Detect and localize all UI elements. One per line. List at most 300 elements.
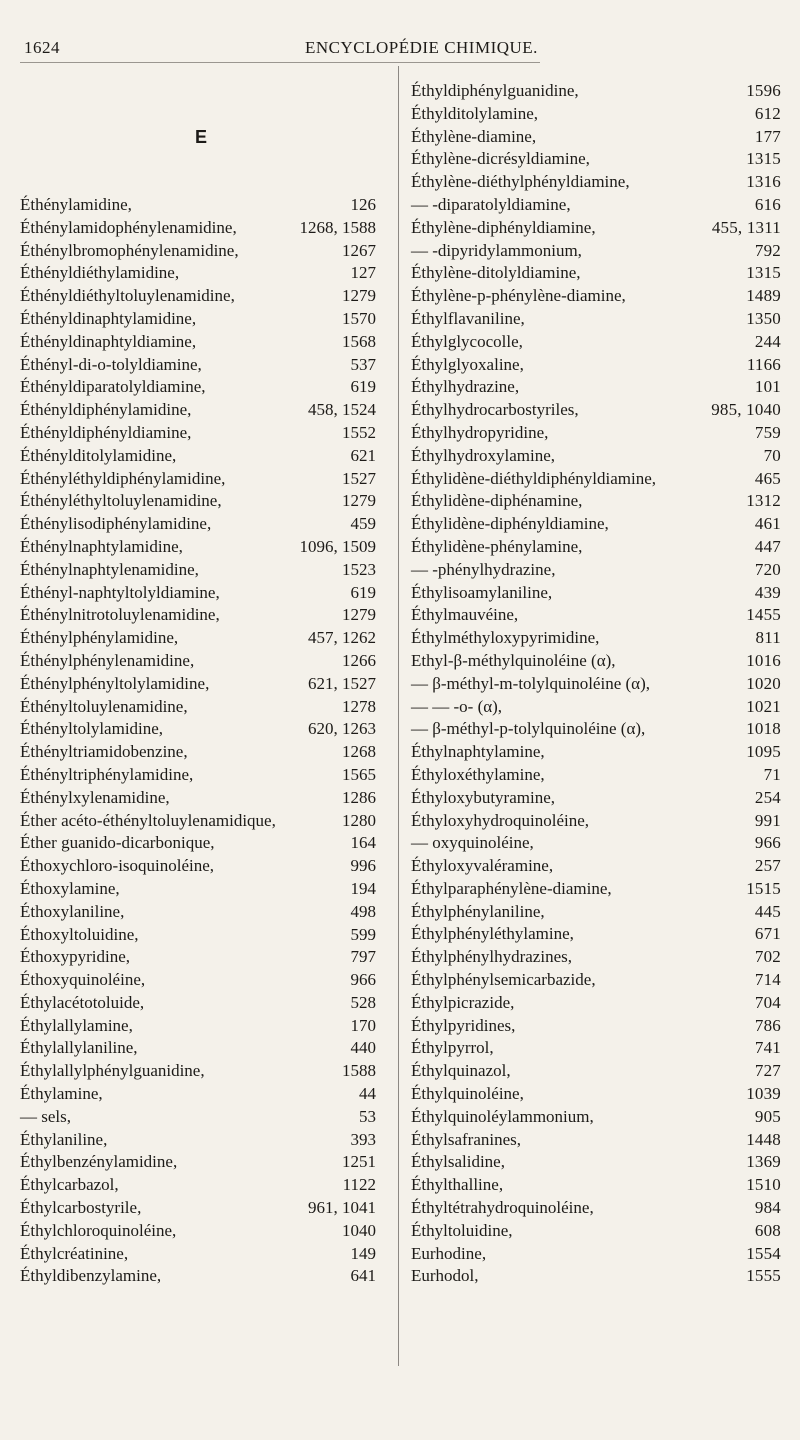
entry-term: Éthylcréatinine, xyxy=(20,1243,129,1263)
entry-term: Éthénylamidine, xyxy=(20,195,132,214)
entry-pages: 440 xyxy=(350,1038,376,1058)
entry-pages: 170 xyxy=(350,1015,376,1035)
entry-pages: 1095 xyxy=(746,742,781,762)
index-entry xyxy=(411,627,781,650)
index-entry xyxy=(411,832,781,855)
entry-term: Éthoxyltoluidine, xyxy=(20,924,139,944)
entry-pages: 1369 xyxy=(746,1152,781,1172)
index-entry xyxy=(411,1197,781,1220)
entry-term: Éthylphényléthylamine, xyxy=(411,924,574,944)
entry-term: Éthylidène-diéthyldiphényldiamine, xyxy=(411,468,657,488)
index-entry xyxy=(20,1015,376,1038)
entry-pages: 641 xyxy=(350,1266,376,1286)
index-entry xyxy=(411,80,781,103)
entry-term: Éthénylphénylenamidine, xyxy=(20,650,195,670)
entry-term: Éthényltriphénylamidine, xyxy=(20,764,194,784)
index-entry xyxy=(411,1129,781,1152)
entry-pages: 1279 xyxy=(342,605,376,625)
entry-pages: 1279 xyxy=(342,286,376,306)
entry-term: Éthylmauvéine, xyxy=(411,605,519,625)
entry-term: Éthylbenzénylamidine, xyxy=(20,1152,178,1172)
entry-pages: 616 xyxy=(754,194,781,214)
entry-pages: 741 xyxy=(754,1038,781,1058)
entry-pages: 612 xyxy=(754,103,781,123)
index-entry xyxy=(411,399,781,422)
entry-term: Éthylène-diéthylphényldiamine, xyxy=(411,172,630,192)
index-entry xyxy=(20,331,376,354)
entry-term: — oxyquinoléine, xyxy=(411,833,534,853)
entry-term: Éthylaniline, xyxy=(20,1129,108,1149)
index-entry xyxy=(411,878,781,901)
entry-term: Éthylhydropyridine, xyxy=(411,422,549,442)
entry-pages: 619 xyxy=(350,582,376,602)
index-entry xyxy=(411,969,781,992)
entry-pages: 714 xyxy=(754,970,781,990)
index-entry xyxy=(411,650,781,673)
entry-pages: 786 xyxy=(754,1015,781,1035)
entry-pages: 126 xyxy=(350,195,376,214)
index-entry xyxy=(20,673,376,696)
entry-term: Éthénylisodiphénylamidine, xyxy=(20,514,212,534)
entry-term: Éthylsafranines, xyxy=(411,1129,521,1149)
entry-pages: 257 xyxy=(754,856,781,876)
index-entry xyxy=(20,445,376,468)
index-entry xyxy=(411,946,781,969)
entry-term: Éthylpicrazide, xyxy=(411,992,515,1012)
entry-term: Éthylquinoléylammonium, xyxy=(411,1106,594,1126)
entry-term: Éthylpyridines, xyxy=(411,1015,516,1035)
index-entry xyxy=(20,468,376,491)
entry-pages: 1266 xyxy=(342,650,376,670)
entry-pages: 177 xyxy=(754,126,781,146)
index-entry xyxy=(20,1083,376,1106)
index-entry xyxy=(20,1151,376,1174)
index-entry xyxy=(20,285,376,308)
entry-term: Éthylallylaniline, xyxy=(20,1038,138,1058)
index-entry xyxy=(20,650,376,673)
entry-pages: 1018 xyxy=(746,719,781,739)
entry-pages: 961, 1041 xyxy=(308,1198,376,1218)
index-entry xyxy=(20,262,376,285)
entry-pages: 149 xyxy=(350,1243,376,1263)
index-entry xyxy=(411,445,781,468)
entry-term: — β-méthyl-m-tolylquinoléine (α), xyxy=(411,673,650,693)
entry-term: Éthylglyoxaline, xyxy=(411,354,524,374)
entry-pages: 1510 xyxy=(746,1175,781,1195)
entry-pages: 671 xyxy=(754,924,781,944)
entry-pages: 811 xyxy=(755,628,781,648)
entry-pages: 996 xyxy=(350,856,376,876)
entry-term: Éthényldinaphtylamidine, xyxy=(20,308,197,328)
entry-pages: 1122 xyxy=(342,1175,376,1195)
entry-term: Éthényl-di-o-tolyldiamine, xyxy=(20,354,202,374)
entry-pages: 966 xyxy=(350,970,376,990)
entry-term: Éthylcarbostyrile, xyxy=(20,1198,142,1218)
entry-pages: 53 xyxy=(359,1106,376,1126)
index-entry xyxy=(411,1083,781,1106)
entry-pages: 445 xyxy=(754,901,781,921)
entry-term: — -dipyridylammonium, xyxy=(411,240,582,260)
index-entry xyxy=(20,1037,376,1060)
index-entry xyxy=(411,1151,781,1174)
entry-pages: 537 xyxy=(350,354,376,374)
index-entry xyxy=(411,171,781,194)
entry-pages: 461 xyxy=(754,514,781,534)
entry-term: Éthylcarbazol, xyxy=(20,1175,119,1195)
entry-pages: 254 xyxy=(754,787,781,807)
entry-pages: 1021 xyxy=(746,696,781,716)
entry-pages: 1268, 1588 xyxy=(299,217,376,237)
entry-pages: 244 xyxy=(754,331,781,351)
entry-term: Éthylhydrazine, xyxy=(411,377,520,397)
entry-pages: 620, 1263 xyxy=(308,719,376,739)
index-entry xyxy=(20,582,376,605)
index-entry xyxy=(411,1106,781,1129)
index-entry xyxy=(20,855,376,878)
entry-term: Éthylidène-phénylamine, xyxy=(411,536,583,556)
index-entry xyxy=(20,1174,376,1197)
index-entry xyxy=(411,103,781,126)
index-entry xyxy=(20,832,376,855)
index-entry xyxy=(20,536,376,559)
entry-pages: 1315 xyxy=(746,263,781,283)
entry-term: Éthylidène-diphénamine, xyxy=(411,491,583,511)
entry-pages: 439 xyxy=(754,582,781,602)
entry-pages: 966 xyxy=(754,833,781,853)
entry-term: Éthylhydrocarbostyriles, xyxy=(411,400,579,420)
index-entry xyxy=(411,810,781,833)
entry-pages: 792 xyxy=(754,240,781,260)
entry-pages: 1596 xyxy=(746,81,781,100)
entry-term: — sels, xyxy=(20,1106,71,1126)
index-entry xyxy=(20,1129,376,1152)
index-entry xyxy=(20,559,376,582)
index-entry xyxy=(411,490,781,513)
entry-term: Éthoxylamine, xyxy=(20,878,120,898)
entry-term: Éthylparaphénylène-diamine, xyxy=(411,878,612,898)
index-entry xyxy=(411,923,781,946)
entry-term: Éthényltolylamidine, xyxy=(20,719,164,739)
entry-term: Éthylacétotoluide, xyxy=(20,992,145,1012)
entry-term: Éthényldiéthylamidine, xyxy=(20,263,180,283)
entry-term: Éthoxyquinoléine, xyxy=(20,970,146,990)
entry-term: — β-méthyl-p-tolylquinoléine (α), xyxy=(411,719,646,739)
entry-term: Éthényldiphényldiamine, xyxy=(20,422,192,442)
index-entry xyxy=(411,194,781,217)
entry-pages: 459 xyxy=(350,514,376,534)
entry-pages: 1251 xyxy=(342,1152,376,1172)
entry-term: — — -o- (α), xyxy=(411,696,503,716)
index-entry xyxy=(20,604,376,627)
index-entry xyxy=(20,969,376,992)
entry-term: Éthylsalidine, xyxy=(411,1152,505,1172)
index-entry xyxy=(411,285,781,308)
entry-pages: 455, 1311 xyxy=(711,217,781,237)
entry-term: Éthyldiphénylguanidine, xyxy=(411,81,579,100)
entry-pages: 1448 xyxy=(746,1129,781,1149)
index-entry xyxy=(411,696,781,719)
index-entry xyxy=(411,1265,781,1288)
entry-term: Éthyloxybutyramine, xyxy=(411,787,556,807)
entry-pages: 1096, 1509 xyxy=(299,536,376,556)
entry-pages: 1350 xyxy=(746,308,781,328)
entry-term: Éthylène-ditolyldiamine, xyxy=(411,263,581,283)
entry-pages: 1267 xyxy=(342,240,376,260)
index-entry xyxy=(20,1265,376,1288)
entry-pages: 457, 1262 xyxy=(308,628,376,648)
index-entry xyxy=(411,718,781,741)
entry-term: Éthyloxyvaléramine, xyxy=(411,856,554,876)
entry-term: Éther guanido-dicarbonique, xyxy=(20,833,215,853)
entry-term: Éthényldiéthyltoluylenamidine, xyxy=(20,286,235,306)
index-entry xyxy=(411,855,781,878)
entry-pages: 905 xyxy=(754,1106,781,1126)
entry-term: Éthényl-naphtyltolyldiamine, xyxy=(20,582,220,602)
entry-pages: 458, 1524 xyxy=(308,400,376,420)
entry-pages: 619 xyxy=(350,377,376,397)
index-entry xyxy=(20,741,376,764)
index-column-right xyxy=(411,80,781,1288)
entry-term: Éthylphénylsemicarbazide, xyxy=(411,970,596,990)
entry-pages: 1552 xyxy=(342,422,376,442)
entry-term: Éthylamine, xyxy=(20,1084,103,1104)
index-entry xyxy=(20,1220,376,1243)
index-entry xyxy=(20,627,376,650)
index-entry xyxy=(411,787,781,810)
entry-pages: 528 xyxy=(350,992,376,1012)
index-entry xyxy=(411,1174,781,1197)
entry-pages: 985, 1040 xyxy=(711,400,781,420)
index-entry xyxy=(20,718,376,741)
index-entry xyxy=(411,240,781,263)
entry-pages: 991 xyxy=(754,810,781,830)
entry-term: Éthénylnaphtylenamidine, xyxy=(20,559,199,579)
entry-pages: 759 xyxy=(754,422,781,442)
index-entry xyxy=(20,1106,376,1129)
entry-term: Éthénylnaphtylamidine, xyxy=(20,536,183,556)
entry-term: Éthoxychloro-isoquinoléine, xyxy=(20,856,215,876)
index-entry xyxy=(20,194,376,217)
entry-pages: 621, 1527 xyxy=(308,673,376,693)
entry-pages: 1555 xyxy=(746,1266,781,1286)
entry-pages: 984 xyxy=(754,1198,781,1218)
index-entry xyxy=(20,308,376,331)
index-entry xyxy=(411,422,781,445)
entry-term: Éthylphénylhydrazines, xyxy=(411,947,572,967)
entry-pages: 1312 xyxy=(746,491,781,511)
entry-term: Éthylphénylaniline, xyxy=(411,901,545,921)
entry-pages: 621 xyxy=(350,445,376,465)
entry-term: Éthylditolylamine, xyxy=(411,103,539,123)
entry-pages: 101 xyxy=(754,377,781,397)
index-entry xyxy=(411,673,781,696)
page-number: 1624 xyxy=(24,38,60,57)
entry-term: Éthyltétrahydroquinoléine, xyxy=(411,1198,594,1218)
entry-term: Éthényléthyldiphénylamidine, xyxy=(20,468,226,488)
entry-term: Éthénylamidophénylenamidine, xyxy=(20,217,237,237)
entry-term: Éthylallylamine, xyxy=(20,1015,133,1035)
index-entry xyxy=(411,513,781,536)
entry-pages: 1316 xyxy=(746,172,781,192)
index-entry xyxy=(411,992,781,1015)
entry-pages: 1278 xyxy=(342,696,376,716)
index-entry xyxy=(411,126,781,149)
index-entry xyxy=(20,696,376,719)
entry-term: Éthylquinoléine, xyxy=(411,1084,524,1104)
entry-term: Éthylquinazol, xyxy=(411,1061,511,1081)
index-entry xyxy=(411,741,781,764)
entry-pages: 1315 xyxy=(746,149,781,169)
index-entry xyxy=(411,468,781,491)
entry-pages: 720 xyxy=(754,559,781,579)
entry-term: Éthylméthyloxypyrimidine, xyxy=(411,628,600,648)
entry-pages: 1040 xyxy=(342,1220,376,1240)
entry-term: Éthényldinaphtyldiamine, xyxy=(20,331,197,351)
entry-pages: 465 xyxy=(754,468,781,488)
entry-pages: 1016 xyxy=(746,650,781,670)
entry-term: Éthylthalline, xyxy=(411,1175,504,1195)
entry-pages: 127 xyxy=(350,263,376,283)
entry-pages: 1570 xyxy=(342,308,376,328)
entry-pages: 727 xyxy=(754,1061,781,1081)
index-entry xyxy=(20,787,376,810)
index-entry xyxy=(411,1015,781,1038)
index-entry xyxy=(20,901,376,924)
index-entry xyxy=(20,924,376,947)
index-entry xyxy=(20,513,376,536)
entry-pages: 1523 xyxy=(342,559,376,579)
entry-pages: 599 xyxy=(350,924,376,944)
index-entry xyxy=(411,1220,781,1243)
entry-term: Éthyloxyhydroquinoléine, xyxy=(411,810,590,830)
header-rule xyxy=(20,62,540,63)
entry-term: Éthylnaphtylamine, xyxy=(411,742,545,762)
index-entry xyxy=(20,810,376,833)
entry-term: Éthyldibenzylamine, xyxy=(20,1266,162,1286)
entry-term: Éthylène-dicrésyldiamine, xyxy=(411,149,590,169)
index-entry xyxy=(411,1060,781,1083)
entry-term: Éthylchloroquinoléine, xyxy=(20,1220,177,1240)
index-entry xyxy=(411,536,781,559)
index-entry xyxy=(20,354,376,377)
entry-term: Éthylglycocolle, xyxy=(411,331,523,351)
entry-term: Éthénylphénylamidine, xyxy=(20,628,179,648)
entry-term: Éthénylnitrotoluylenamidine, xyxy=(20,605,220,625)
entry-term: Éthylpyrrol, xyxy=(411,1038,494,1058)
entry-pages: 71 xyxy=(763,764,781,784)
entry-term: Éthylène-p-phénylène-diamine, xyxy=(411,286,626,306)
entry-pages: 1588 xyxy=(342,1061,376,1081)
entry-term: Éthoxypyridine, xyxy=(20,947,131,967)
entry-term: Éthényltriamidobenzine, xyxy=(20,742,188,762)
index-entry xyxy=(411,376,781,399)
entry-pages: 702 xyxy=(754,947,781,967)
index-entry xyxy=(20,376,376,399)
index-entry xyxy=(411,308,781,331)
index-entry xyxy=(20,946,376,969)
entry-pages: 1166 xyxy=(746,354,781,374)
index-entry xyxy=(411,1037,781,1060)
entry-term: Éthylisoamylaniline, xyxy=(411,582,553,602)
entry-term: — -phénylhydrazine, xyxy=(411,559,556,579)
entry-pages: 1568 xyxy=(342,331,376,351)
entry-term: Éthénylphényltolylamidine, xyxy=(20,673,210,693)
entry-term: Éthylène-diphényldiamine, xyxy=(411,217,596,237)
section-letter: E xyxy=(194,127,207,147)
index-entry xyxy=(20,399,376,422)
entry-term: Éthényldiparatolyldiamine, xyxy=(20,377,206,397)
entry-term: Éthoxylaniline, xyxy=(20,901,125,921)
entry-pages: 1020 xyxy=(746,673,781,693)
entry-pages: 1039 xyxy=(746,1084,781,1104)
index-entry xyxy=(20,992,376,1015)
entry-term: Éthényldiphénylamidine, xyxy=(20,400,192,420)
entry-term: Éthylflavaniline, xyxy=(411,308,525,328)
entry-term: Éthényléthyltoluylenamidine, xyxy=(20,491,222,511)
index-entry xyxy=(411,354,781,377)
entry-term: Éthylène-diamine, xyxy=(411,126,537,146)
entry-pages: 1279 xyxy=(342,491,376,511)
entry-term: Éthyloxéthylamine, xyxy=(411,764,545,784)
index-entry xyxy=(411,217,781,240)
index-entry xyxy=(411,901,781,924)
entry-pages: 1489 xyxy=(746,286,781,306)
entry-term: Éther acéto-éthényltoluylenamidique, xyxy=(20,810,276,830)
entry-pages: 393 xyxy=(350,1129,376,1149)
index-entry xyxy=(20,1197,376,1220)
index-entry xyxy=(20,217,376,240)
entry-pages: 70 xyxy=(763,445,781,465)
entry-pages: 44 xyxy=(359,1084,376,1104)
entry-pages: 164 xyxy=(350,833,376,853)
index-entry xyxy=(20,422,376,445)
entry-pages: 1286 xyxy=(342,787,376,807)
index-entry xyxy=(411,559,781,582)
entry-pages: 1554 xyxy=(746,1243,781,1263)
entry-pages: 608 xyxy=(754,1220,781,1240)
entry-pages: 1280 xyxy=(342,810,376,830)
index-entry xyxy=(411,1243,781,1266)
entry-pages: 1268 xyxy=(342,742,376,762)
index-entry xyxy=(411,582,781,605)
column-divider xyxy=(398,66,399,1366)
entry-term: Éthénylbromophénylenamidine, xyxy=(20,240,239,260)
entry-term: Éthylidène-diphényldiamine, xyxy=(411,514,609,534)
entry-pages: 1527 xyxy=(342,468,376,488)
index-entry xyxy=(20,490,376,513)
entry-pages: 447 xyxy=(754,536,781,556)
index-entry xyxy=(411,148,781,171)
entry-term: Eurhodol, xyxy=(411,1266,479,1286)
index-column-left xyxy=(20,194,376,1288)
index-entry xyxy=(411,764,781,787)
entry-term: Éthyltoluidine, xyxy=(411,1220,513,1240)
entry-pages: 194 xyxy=(350,878,376,898)
index-entry xyxy=(20,878,376,901)
running-title: ENCYCLOPÉDIE CHIMIQUE. xyxy=(305,38,538,57)
index-entry xyxy=(20,240,376,263)
entry-term: Éthényltoluylenamidine, xyxy=(20,696,188,716)
index-entry xyxy=(20,1243,376,1266)
entry-term: Éthénylditolylamidine, xyxy=(20,445,177,465)
entry-pages: 1515 xyxy=(746,878,781,898)
entry-term: — -diparatolyldiamine, xyxy=(411,194,571,214)
entry-term: Éthylallylphénylguanidine, xyxy=(20,1061,205,1081)
entry-pages: 1565 xyxy=(342,764,376,784)
entry-term: Eurhodine, xyxy=(411,1243,487,1263)
index-entry xyxy=(20,764,376,787)
entry-term: Éthylhydroxylamine, xyxy=(411,445,556,465)
